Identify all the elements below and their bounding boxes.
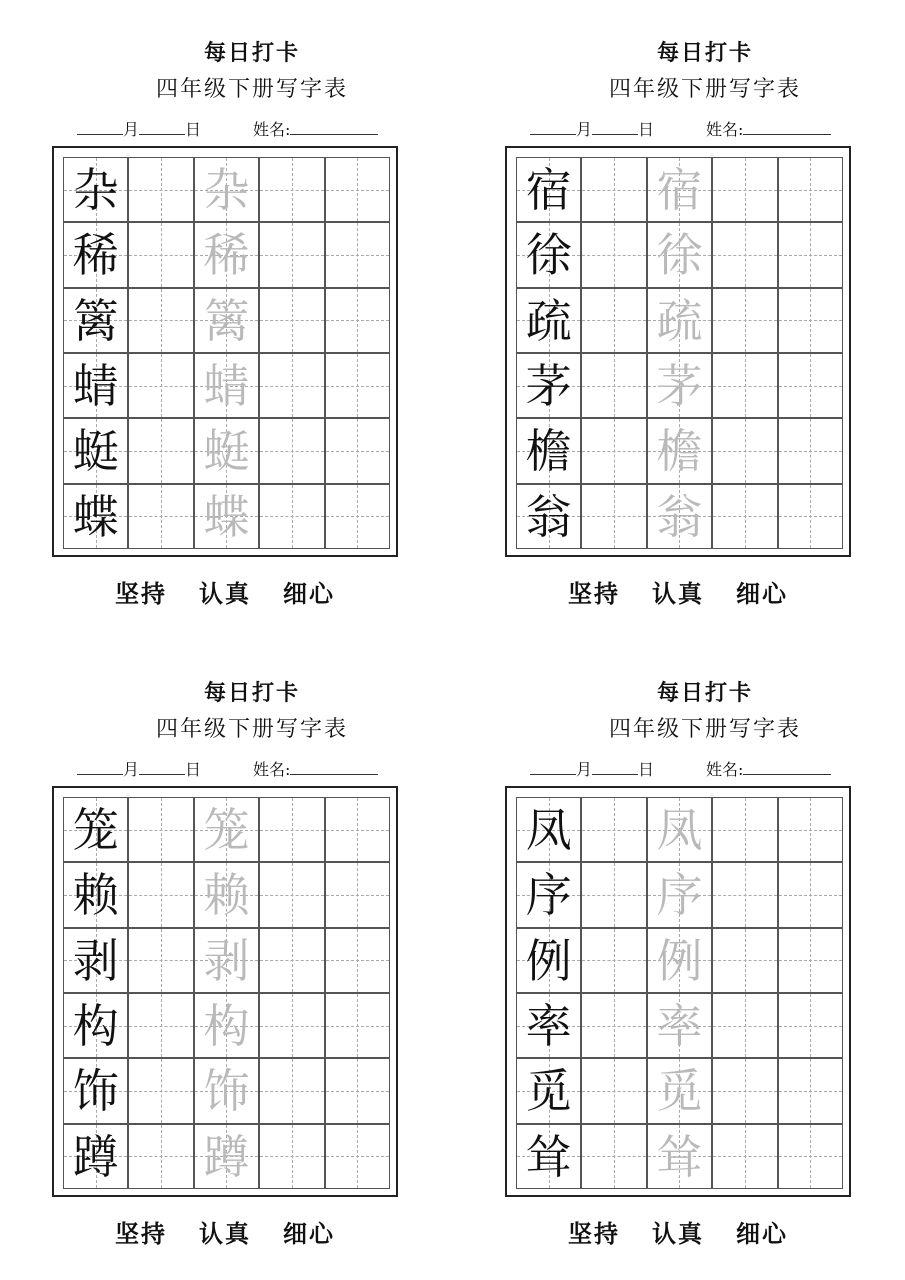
blank-practice-cell[interactable] [259, 222, 324, 287]
model-character-cell [516, 1058, 581, 1123]
name-label: 姓名: [706, 760, 744, 779]
blank-practice-cell[interactable] [128, 862, 193, 927]
blank-practice-cell[interactable] [259, 993, 324, 1058]
grid-row [63, 222, 390, 287]
blank-practice-cell[interactable] [581, 1058, 646, 1123]
blank-practice-cell[interactable] [778, 157, 843, 222]
trace-character: 笼 [203, 803, 250, 857]
trace-character: 剥 [203, 933, 250, 988]
blank-practice-cell[interactable] [581, 157, 646, 222]
blank-practice-cell[interactable] [259, 1058, 324, 1123]
blank-practice-cell[interactable] [712, 797, 777, 862]
trace-character-cell [647, 862, 712, 927]
grid-row [516, 1058, 843, 1123]
blank-practice-cell[interactable] [581, 418, 646, 483]
trace-character: 耸 [656, 1129, 703, 1184]
writing-grid [516, 797, 843, 1189]
trace-character: 疏 [656, 293, 703, 348]
model-character-cell [63, 862, 128, 927]
blank-practice-cell[interactable] [712, 928, 777, 993]
trace-character: 檐 [656, 424, 703, 479]
grid-row [516, 797, 843, 862]
model-character-cell [516, 484, 581, 549]
model-character-cell [63, 222, 128, 287]
model-character: 檐 [525, 424, 572, 479]
trace-character-cell [194, 1124, 259, 1189]
motto-word: 坚持 [115, 1219, 167, 1248]
blank-practice-cell[interactable] [778, 993, 843, 1058]
trace-character: 蝶 [203, 489, 250, 544]
blank-practice-cell[interactable] [778, 418, 843, 483]
trace-character: 徐 [656, 228, 703, 283]
month-label: 月 [123, 760, 140, 779]
writing-grid-frame [505, 146, 851, 557]
model-character: 蜻 [72, 358, 119, 413]
day-label: 日 [638, 120, 655, 139]
trace-character: 凤 [656, 803, 703, 857]
grid-row [516, 928, 843, 993]
trace-character-cell [647, 418, 712, 483]
month-blank[interactable] [530, 118, 576, 135]
blank-practice-cell[interactable] [128, 288, 193, 353]
blank-practice-cell[interactable] [128, 484, 193, 549]
name-label: 姓名: [706, 120, 744, 139]
grid-row [63, 157, 390, 222]
grid-row [516, 418, 843, 483]
blank-practice-cell[interactable] [778, 1058, 843, 1123]
blank-practice-cell[interactable] [128, 993, 193, 1058]
blank-practice-cell[interactable] [581, 928, 646, 993]
model-character-cell [516, 288, 581, 353]
model-character: 杂 [72, 163, 119, 217]
trace-character: 翁 [656, 489, 703, 544]
blank-practice-cell[interactable] [712, 862, 777, 927]
trace-character: 篱 [203, 293, 250, 348]
blank-practice-cell[interactable] [712, 353, 777, 418]
trace-character-cell [194, 862, 259, 927]
trace-character-cell [194, 222, 259, 287]
blank-practice-cell[interactable] [581, 484, 646, 549]
trace-character: 蜻 [203, 358, 250, 413]
blank-practice-cell[interactable] [325, 288, 390, 353]
blank-practice-cell[interactable] [259, 418, 324, 483]
model-character-cell [516, 1124, 581, 1189]
model-character: 饰 [72, 1064, 119, 1119]
trace-character-cell [194, 993, 259, 1058]
blank-practice-cell[interactable] [128, 1124, 193, 1189]
card-subtitle: 四年级下册写字表 [155, 717, 348, 742]
month-blank[interactable] [77, 118, 123, 135]
model-character: 耸 [525, 1129, 572, 1184]
blank-practice-cell[interactable] [581, 862, 646, 927]
model-character: 翁 [525, 489, 572, 544]
model-character: 剥 [72, 933, 119, 988]
motto-line [52, 574, 398, 609]
model-character-cell [63, 1058, 128, 1123]
day-label: 日 [185, 120, 202, 139]
motto-word: 坚持 [115, 579, 167, 608]
trace-character-cell [647, 222, 712, 287]
grid-row [516, 862, 843, 927]
motto-word: 细心 [736, 1219, 788, 1248]
trace-character-cell [194, 353, 259, 418]
name-label: 姓名: [253, 120, 291, 139]
blank-practice-cell[interactable] [778, 484, 843, 549]
writing-grid [516, 157, 843, 549]
day-label: 日 [638, 760, 655, 779]
date-name-line [530, 117, 831, 139]
model-character-cell [63, 418, 128, 483]
blank-practice-cell[interactable] [778, 928, 843, 993]
grid-row [516, 484, 843, 549]
grid-row [63, 288, 390, 353]
day-blank[interactable] [592, 118, 638, 135]
model-character: 赖 [72, 868, 119, 923]
model-character-cell [516, 862, 581, 927]
blank-practice-cell[interactable] [128, 1058, 193, 1123]
blank-practice-cell[interactable] [778, 797, 843, 862]
month-label: 月 [123, 120, 140, 139]
blank-practice-cell[interactable] [778, 222, 843, 287]
date-name-line [77, 117, 378, 139]
grid-row [516, 157, 843, 222]
trace-character-cell [194, 418, 259, 483]
month-label: 月 [576, 760, 593, 779]
model-character: 稀 [72, 228, 119, 283]
day-label: 日 [185, 760, 202, 779]
blank-practice-cell[interactable] [712, 1124, 777, 1189]
trace-character-cell [194, 484, 259, 549]
trace-character: 稀 [203, 228, 250, 283]
model-character-cell [63, 484, 128, 549]
month-blank[interactable] [77, 758, 123, 775]
practice-card-3 [52, 640, 452, 1248]
date-name-line [77, 757, 378, 779]
grid-row [516, 353, 843, 418]
trace-character-cell [194, 797, 259, 862]
name-blank[interactable] [743, 758, 831, 775]
motto-word: 认真 [652, 579, 704, 608]
model-character-cell [516, 993, 581, 1058]
model-character: 蜓 [72, 424, 119, 479]
trace-character: 蹲 [203, 1129, 250, 1184]
trace-character-cell [647, 288, 712, 353]
model-character-cell [63, 993, 128, 1058]
name-blank[interactable] [290, 118, 378, 135]
blank-practice-cell[interactable] [325, 797, 390, 862]
trace-character-cell [647, 928, 712, 993]
trace-character-cell [647, 797, 712, 862]
blank-practice-cell[interactable] [128, 222, 193, 287]
trace-character: 宿 [656, 163, 703, 217]
blank-practice-cell[interactable] [325, 157, 390, 222]
blank-practice-cell[interactable] [581, 797, 646, 862]
motto-word: 认真 [199, 579, 251, 608]
blank-practice-cell[interactable] [581, 993, 646, 1058]
blank-practice-cell[interactable] [712, 157, 777, 222]
motto-word: 细心 [283, 579, 335, 608]
blank-practice-cell[interactable] [778, 353, 843, 418]
trace-character-cell [194, 928, 259, 993]
blank-practice-cell[interactable] [325, 222, 390, 287]
writing-grid [63, 797, 390, 1189]
blank-practice-cell[interactable] [259, 797, 324, 862]
motto-word: 细心 [736, 579, 788, 608]
blank-practice-cell[interactable] [712, 288, 777, 353]
blank-practice-cell[interactable] [128, 797, 193, 862]
model-character: 凤 [525, 803, 572, 857]
writing-grid [63, 157, 390, 549]
trace-character-cell [647, 484, 712, 549]
trace-character-cell [647, 1124, 712, 1189]
motto-line [505, 574, 851, 609]
motto-word: 认真 [652, 1219, 704, 1248]
model-character-cell [63, 288, 128, 353]
grid-row [516, 1124, 843, 1189]
blank-practice-cell[interactable] [259, 862, 324, 927]
model-character-cell [516, 353, 581, 418]
card-subtitle: 四年级下册写字表 [608, 717, 801, 742]
blank-practice-cell[interactable] [712, 222, 777, 287]
writing-grid-frame [52, 786, 398, 1197]
blank-practice-cell[interactable] [128, 353, 193, 418]
grid-row [63, 797, 390, 862]
blank-practice-cell[interactable] [581, 1124, 646, 1189]
blank-practice-cell[interactable] [325, 928, 390, 993]
trace-character: 构 [203, 998, 250, 1053]
blank-practice-cell[interactable] [778, 288, 843, 353]
model-character-cell [516, 418, 581, 483]
blank-practice-cell[interactable] [581, 222, 646, 287]
grid-row [516, 222, 843, 287]
blank-practice-cell[interactable] [581, 288, 646, 353]
model-character: 构 [72, 998, 119, 1053]
grid-row [516, 288, 843, 353]
trace-character: 赖 [203, 868, 250, 923]
practice-card-2 [505, 0, 905, 608]
trace-character-cell [647, 1058, 712, 1123]
model-character: 茅 [525, 358, 572, 413]
blank-practice-cell[interactable] [259, 157, 324, 222]
model-character-cell [516, 157, 581, 222]
trace-character-cell [194, 288, 259, 353]
blank-practice-cell[interactable] [259, 928, 324, 993]
model-character-cell [63, 1124, 128, 1189]
day-blank[interactable] [139, 118, 185, 135]
model-character: 觅 [525, 1064, 572, 1119]
motto-line [52, 1214, 398, 1249]
model-character-cell [63, 928, 128, 993]
writing-grid-frame [505, 786, 851, 1197]
blank-practice-cell[interactable] [581, 353, 646, 418]
motto-word: 坚持 [568, 1219, 620, 1248]
grid-row [63, 1124, 390, 1189]
blank-practice-cell[interactable] [712, 1058, 777, 1123]
blank-practice-cell[interactable] [778, 1124, 843, 1189]
trace-character-cell [647, 353, 712, 418]
trace-character: 杂 [203, 163, 250, 217]
blank-practice-cell[interactable] [325, 1058, 390, 1123]
model-character: 宿 [525, 163, 572, 217]
blank-practice-cell[interactable] [259, 1124, 324, 1189]
month-blank[interactable] [530, 758, 576, 775]
trace-character: 率 [656, 998, 703, 1053]
writing-grid-frame [52, 146, 398, 557]
motto-word: 细心 [283, 1219, 335, 1248]
trace-character: 例 [656, 933, 703, 988]
trace-character-cell [647, 157, 712, 222]
card-subtitle: 四年级下册写字表 [155, 77, 348, 102]
model-character: 蹲 [72, 1129, 119, 1184]
model-character-cell [516, 222, 581, 287]
model-character-cell [516, 928, 581, 993]
model-character-cell [63, 157, 128, 222]
model-character: 篱 [72, 293, 119, 348]
blank-practice-cell[interactable] [325, 353, 390, 418]
card-title: 每日打卡 [203, 680, 300, 706]
blank-practice-cell[interactable] [325, 484, 390, 549]
blank-practice-cell[interactable] [712, 993, 777, 1058]
practice-card-4 [505, 640, 905, 1248]
model-character-cell [63, 353, 128, 418]
motto-word: 认真 [199, 1219, 251, 1248]
model-character: 笼 [72, 803, 119, 857]
blank-practice-cell[interactable] [128, 928, 193, 993]
blank-practice-cell[interactable] [259, 353, 324, 418]
trace-character: 饰 [203, 1064, 250, 1119]
trace-character-cell [194, 1058, 259, 1123]
model-character: 序 [525, 868, 572, 923]
blank-practice-cell[interactable] [325, 993, 390, 1058]
day-blank[interactable] [139, 758, 185, 775]
day-blank[interactable] [592, 758, 638, 775]
trace-character: 觅 [656, 1064, 703, 1119]
model-character: 率 [525, 998, 572, 1053]
name-blank[interactable] [743, 118, 831, 135]
blank-practice-cell[interactable] [259, 288, 324, 353]
motto-line [505, 1214, 851, 1249]
card-title: 每日打卡 [656, 40, 753, 66]
model-character: 蝶 [72, 489, 119, 544]
trace-character: 茅 [656, 358, 703, 413]
name-label: 姓名: [253, 760, 291, 779]
trace-character: 序 [656, 868, 703, 923]
blank-practice-cell[interactable] [128, 418, 193, 483]
model-character-cell [63, 797, 128, 862]
date-name-line [530, 757, 831, 779]
model-character: 例 [525, 933, 572, 988]
grid-row [63, 418, 390, 483]
name-blank[interactable] [290, 758, 378, 775]
trace-character-cell [647, 993, 712, 1058]
model-character: 徐 [525, 228, 572, 283]
blank-practice-cell[interactable] [778, 862, 843, 927]
model-character: 疏 [525, 293, 572, 348]
card-subtitle: 四年级下册写字表 [608, 77, 801, 102]
grid-row [63, 928, 390, 993]
motto-word: 坚持 [568, 579, 620, 608]
blank-practice-cell[interactable] [325, 418, 390, 483]
blank-practice-cell[interactable] [128, 157, 193, 222]
grid-row [516, 993, 843, 1058]
trace-character: 蜓 [203, 424, 250, 479]
card-title: 每日打卡 [656, 680, 753, 706]
trace-character-cell [194, 157, 259, 222]
blank-practice-cell[interactable] [712, 484, 777, 549]
blank-practice-cell[interactable] [325, 862, 390, 927]
blank-practice-cell[interactable] [325, 1124, 390, 1189]
grid-row [63, 353, 390, 418]
blank-practice-cell[interactable] [259, 484, 324, 549]
grid-row [63, 993, 390, 1058]
grid-row [63, 1058, 390, 1123]
month-label: 月 [576, 120, 593, 139]
practice-card-1 [52, 0, 452, 608]
grid-row [63, 862, 390, 927]
card-title: 每日打卡 [203, 40, 300, 66]
model-character-cell [516, 797, 581, 862]
grid-row [63, 484, 390, 549]
blank-practice-cell[interactable] [712, 418, 777, 483]
